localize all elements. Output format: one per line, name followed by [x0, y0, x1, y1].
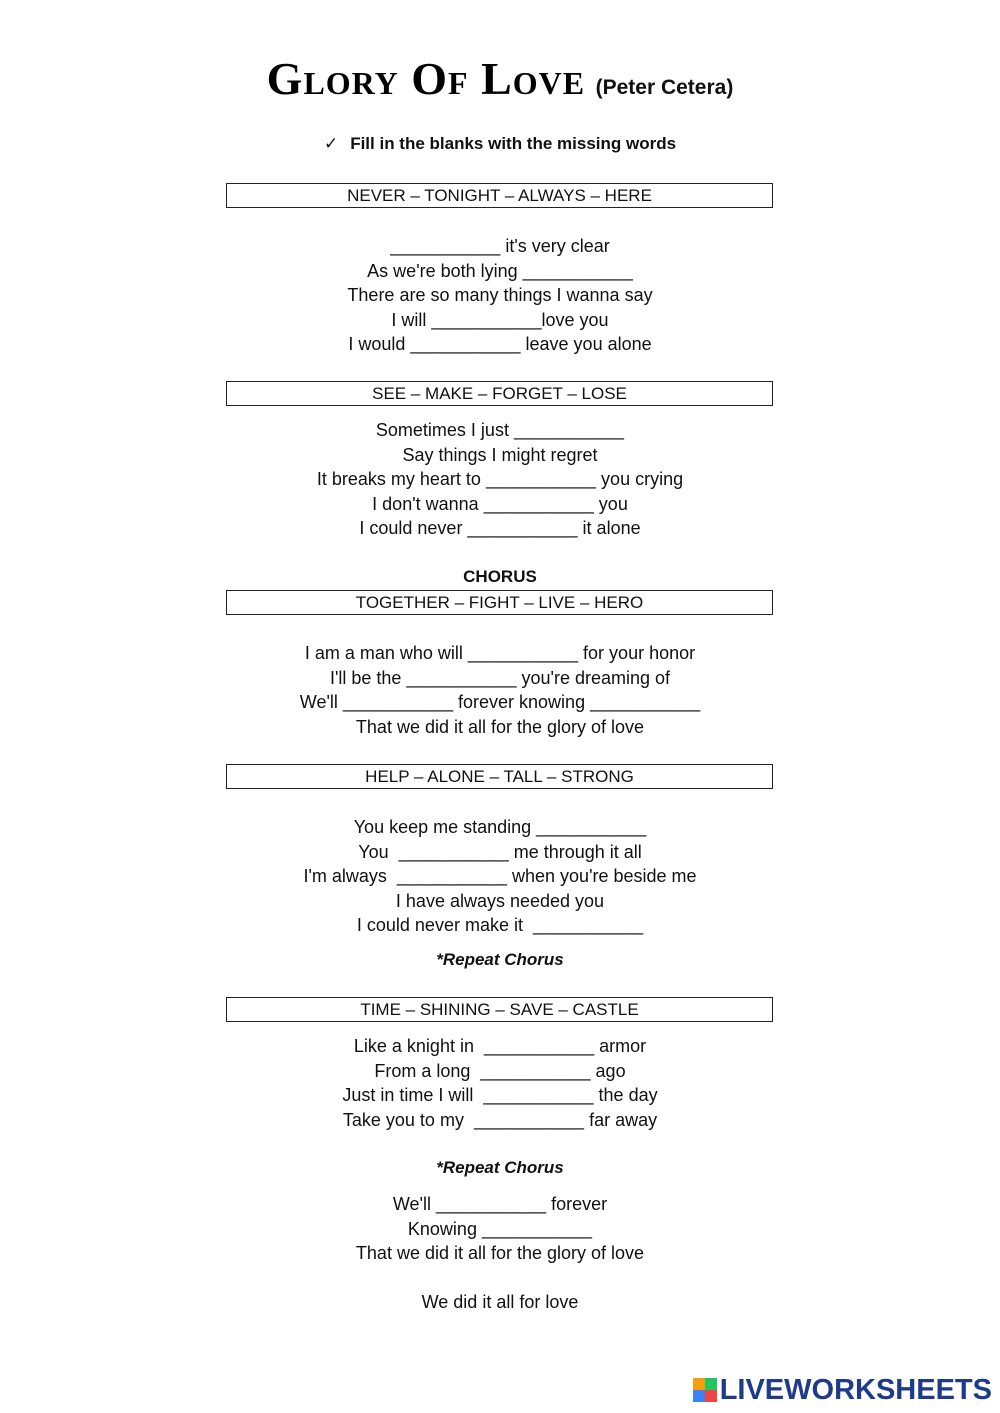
lyric-line: I'm always ___________ when you're beside me	[303, 866, 697, 887]
word-bank-5: TIME – SHINING – SAVE – CASTLE	[226, 997, 773, 1022]
lyric-line: It breaks my heart to ___________ you crying	[316, 469, 684, 490]
outro-stanza	[0, 1192, 1000, 1266]
lyric-line: You keep me standing ___________	[353, 817, 647, 837]
stanza-2	[0, 418, 1000, 541]
lyric-line: Say things I might regret	[402, 444, 598, 465]
song-title: Glory Of Love	[266, 53, 586, 104]
stanza-5	[0, 1034, 1000, 1132]
repeat-chorus-note: *Repeat Chorus	[436, 950, 564, 969]
repeat-chorus-note: *Repeat Chorus	[436, 1158, 564, 1177]
lyric-line: As we're both lying ___________	[367, 260, 633, 281]
lyric-line: Sometimes I just ___________	[375, 420, 625, 440]
worksheet-title	[0, 52, 1000, 105]
lyric-line: We did it all for love	[421, 1292, 579, 1312]
lyric-line: I would ___________ leave you alone	[348, 334, 652, 355]
stanza-3	[0, 641, 1000, 739]
lyric-line: Knowing ___________	[407, 1218, 593, 1239]
chorus-heading: CHORUS	[463, 567, 537, 586]
lyric-line: We'll ___________ forever knowing ___________	[299, 692, 701, 713]
song-artist: (Peter Cetera)	[595, 76, 734, 99]
lyric-line: Take you to my ___________ far away	[342, 1109, 658, 1130]
lyric-line: That we did it all for the glory of love	[355, 1243, 645, 1264]
lyric-line: From a long ___________ ago	[374, 1060, 626, 1081]
lyric-line: I'll be the ___________ you're dreaming of	[329, 667, 671, 688]
liveworksheets-brand	[693, 1373, 992, 1407]
lyric-line: I will ___________love you	[391, 309, 609, 330]
instruction	[0, 134, 1000, 154]
lyric-line: I could never ___________ it alone	[359, 518, 641, 539]
brand-name: LIVEWORKSHEETS	[719, 1373, 992, 1406]
lyric-line: You ___________ me through it all	[358, 841, 642, 862]
word-bank-1: NEVER – TONIGHT – ALWAYS – HERE	[226, 183, 773, 208]
stanza-4	[0, 815, 1000, 938]
liveworksheets-logo-icon	[693, 1378, 717, 1402]
lyric-line: I am a man who will ___________ for your honor	[304, 643, 696, 663]
checkmark-icon: ✓	[323, 134, 339, 154]
stanza-1	[0, 234, 1000, 357]
word-bank-3: TOGETHER – FIGHT – LIVE – HERO	[226, 590, 773, 615]
word-bank-2: SEE – MAKE – FORGET – LOSE	[226, 381, 773, 406]
lyric-line: That we did it all for the glory of love	[355, 716, 645, 737]
lyric-line: ___________ it's very clear	[390, 236, 610, 256]
lyric-line: I could never make it ___________	[356, 915, 644, 936]
final-line	[0, 1290, 1000, 1315]
lyric-line: Like a knight in ___________ armor	[353, 1036, 647, 1056]
lyric-line: There are so many things I wanna say	[347, 285, 653, 306]
instruction-text: Fill in the blanks with the missing words	[350, 134, 677, 153]
word-bank-4: HELP – ALONE – TALL – STRONG	[226, 764, 773, 789]
lyric-line: I have always needed you	[395, 890, 605, 911]
lyric-line: I don't wanna ___________ you	[372, 493, 628, 514]
lyric-line: Just in time I will ___________ the day	[342, 1085, 658, 1106]
lyric-line: We'll ___________ forever	[392, 1194, 608, 1214]
